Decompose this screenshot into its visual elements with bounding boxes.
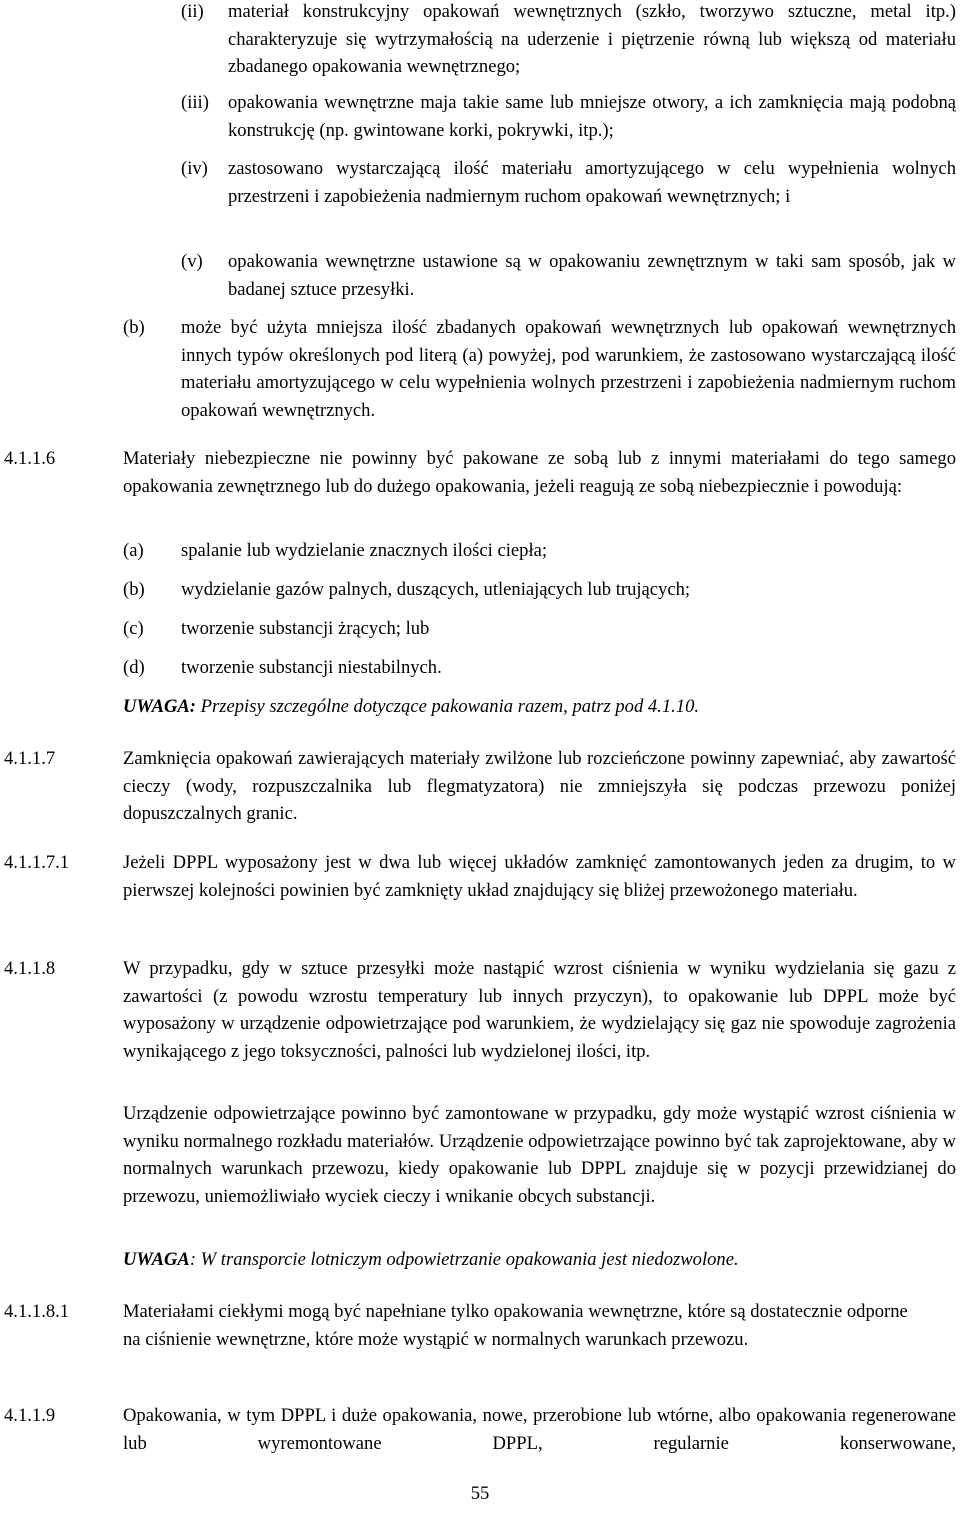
section-text: Materiały niebezpieczne nie powinny być pakowane ze sobą lub z innymi materiałami do tego samego opakowania zewnętrznego lub do dużego opakowania, jeżeli reagują ze sobą niebezpiecznie i powodują:	[123, 448, 956, 497]
note-text: : W transporcie lotniczym odpowietrzanie opakowania jest niedozwolone.	[189, 1249, 739, 1270]
item-marker: (v)	[181, 251, 203, 272]
note-label: UWAGA:	[123, 696, 197, 717]
section-text: Jeżeli DPPL wyposażony jest w dwa lub więcej układów zamknięć zamontowanych jeden za drugim, to w pierwszej kolejności powinien być zamknięty układ znajdujący się bliżej przewożonego materiału.	[123, 852, 956, 901]
page-number: 55	[470, 1483, 490, 1504]
item-text: wydzielanie gazów palnych, duszących, utleniających lub trujących;	[181, 579, 691, 600]
item-marker: (b)	[123, 317, 145, 338]
section-text: W przypadku, gdy w sztuce przesyłki może nastąpić wzrost ciśnienia w wyniku wydzielania się gazu z zawartości (z powodu wzrostu temperatury lub innych przyczyn), to opakowanie lub DPPL może być wyposażony w urządzenie odpowietrzające pod warunkiem, że wydzielający się gaz nie spowoduje zagrożenia wynikającego z jego toksyczności, palności lub wydzielonej ilości, itp.	[123, 958, 956, 1062]
item-marker: (ii)	[181, 1, 204, 22]
section-text: Materiałami ciekłymi mogą być napełniane tylko opakowania wewnętrzne, które są dostatecznie odporne na ciśnienie wewnętrzne, które może wystąpić w normalnych warunkach przewozu.	[123, 1301, 908, 1350]
section-number: 4.1.1.7.1	[4, 852, 70, 873]
item-marker: (iii)	[181, 92, 209, 113]
item-text: spalanie lub wydzielanie znacznych ilości ciepła;	[181, 540, 548, 561]
item-marker: (b)	[123, 579, 145, 600]
item-marker: (d)	[123, 657, 145, 678]
note-label: UWAGA	[123, 1249, 190, 1270]
section-text: Opakowania, w tym DPPL i duże opakowania, nowe, przerobione lub wtórne, albo opakowania regenerowane lub wyremontowane DPPL, regularnie konserwowane,	[123, 1405, 956, 1454]
item-text: materiał konstrukcyjny opakowań wewnętrznych (szkło, tworzywo sztuczne, metal itp.) charakteryzuje się wytrzymałością na uderzenie i piętrzenie równą lub większą od materiału zbadanego opakowania wewnętrznego;	[228, 1, 956, 78]
item-text: opakowania wewnętrzne maja takie same lub mniejsze otwory, a ich zamknięcia mają podobną konstrukcję (np. gwintowane korki, pokrywki, itp.);	[228, 92, 956, 141]
section-number: 4.1.1.8.1	[4, 1301, 70, 1322]
note	[123, 1246, 956, 1274]
section-number: 4.1.1.6	[4, 448, 56, 469]
item-text: tworzenie substancji niestabilnych.	[181, 657, 442, 678]
item-text: opakowania wewnętrzne ustawione są w opakowaniu zewnętrznym w taki sam sposób, jak w badanej sztuce przesyłki.	[228, 251, 956, 300]
note-text: Przepisy szczególne dotyczące pakowania razem, patrz pod 4.1.10.	[196, 696, 700, 717]
section-number: 4.1.1.7	[4, 748, 56, 769]
section-text: Urządzenie odpowietrzające powinno być zamontowane w przypadku, gdy może wystąpić wzrost ciśnienia w wyniku normalnego rozkładu materiałów. Urządzenie odpowietrzające powinno być tak zaprojektowane, aby w normalnych warunkach przewozu, kiedy opakowanie lub DPPL znajduje się w pozycji przewidzianej do przewozu, uniemożliwiało wyciek cieczy i wnikanie obcych substancji.	[123, 1103, 956, 1207]
item-marker: (iv)	[181, 158, 208, 179]
item-text: tworzenie substancji żrących; lub	[181, 618, 430, 639]
item-marker: (a)	[123, 540, 144, 561]
note	[123, 693, 956, 721]
item-text: zastosowano wystarczającą ilość materiału amortyzującego w celu wypełnienia wolnych przestrzeni i zapobieżenia nadmiernym ruchom opakowań wewnętrznych; i	[228, 158, 956, 207]
section-number: 4.1.1.9	[4, 1405, 56, 1426]
item-text: może być użyta mniejsza ilość zbadanych opakowań wewnętrznych lub opakowań wewnętrznych innych typów określonych pod literą (a) powyżej, pod warunkiem, że zastosowano wystarczającą ilość materiału amortyzującego w celu wypełnienia wolnych przestrzeni i zapobieżenia nadmiernym ruchom opakowań wewnętrznych.	[181, 317, 956, 421]
item-marker: (c)	[123, 618, 144, 639]
section-number: 4.1.1.8	[4, 958, 56, 979]
section-text: Zamknięcia opakowań zawierających materiały zwilżone lub rozcieńczone powinny zapewniać, aby zawartość cieczy (wody, rozpuszczalnika lub flegmatyzatora) nie zmniejszyła się podczas przewozu poniżej dopuszczalnych granic.	[123, 748, 956, 825]
